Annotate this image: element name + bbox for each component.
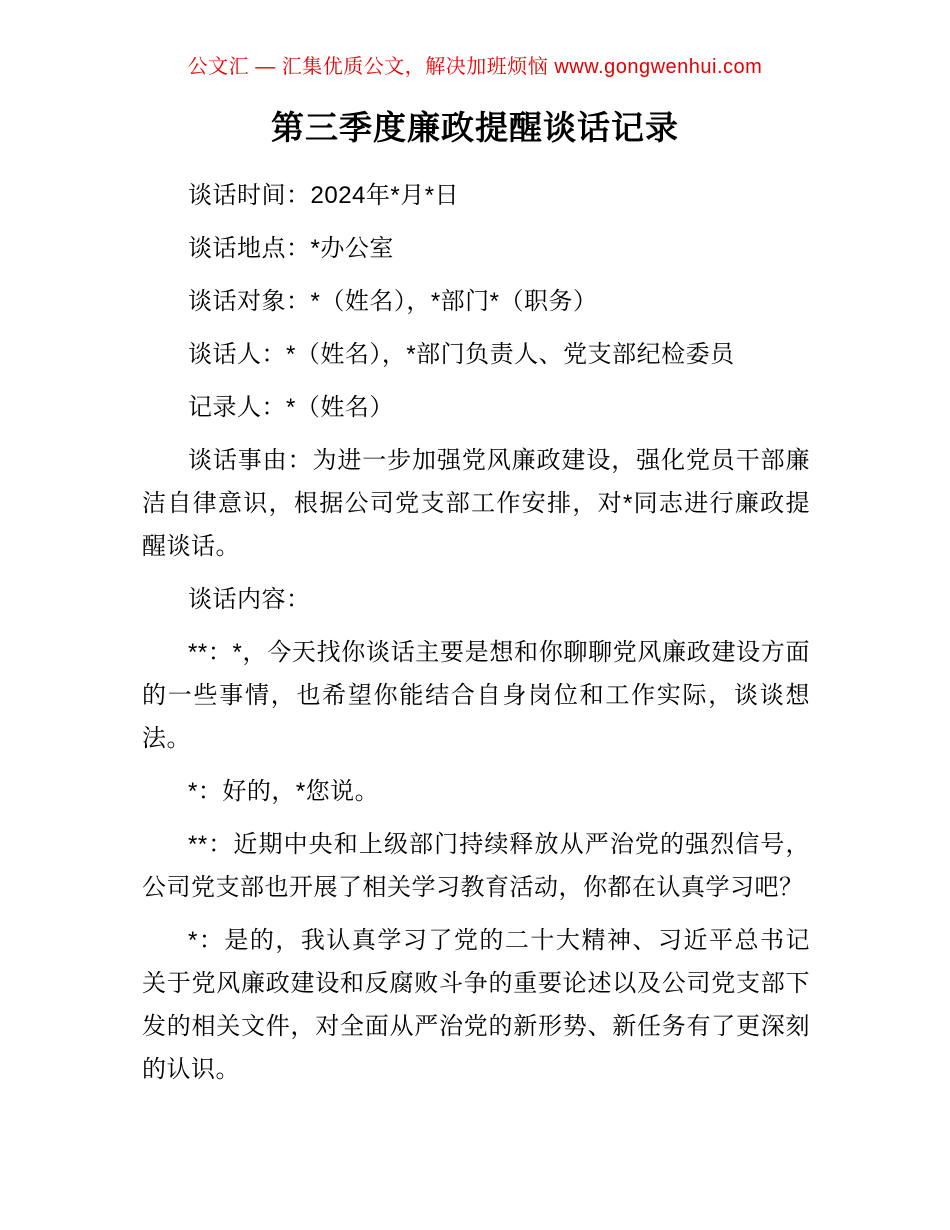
paragraph-dialog-2: *：好的，*您说。: [188, 778, 380, 805]
document-body: [142, 174, 810, 1091]
paragraph-talk-content-heading: 谈话内容：: [188, 586, 311, 613]
paragraph-recorder: 记录人：*（姓名）: [188, 394, 394, 421]
paragraph-talk-time: 谈话时间：2024年*月*日: [188, 182, 460, 209]
paragraph-dialog-4: *：是的，我认真学习了党的二十大精神、习近平总书记关于党风廉政建设和反腐败斗争的重要论述以及公司党支部下发的相关文件，对全面从严治党的新形势、新任务有了更深刻的认识。: [142, 927, 810, 1083]
paragraph-talk-place: 谈话地点：*办公室: [188, 235, 394, 262]
paragraph-dialog-3: **：近期中央和上级部门持续释放从严治党的强烈信号，公司党支部也开展了相关学习教育活动，你都在认真学习吧？: [142, 831, 810, 901]
document-title: 第三季度廉政提醒谈话记录: [271, 109, 679, 146]
paragraph-talk-reason: 谈话事由：为进一步加强党风廉政建设，强化党员干部廉洁自律意识，根据公司党支部工作安排，对*同志进行廉政提醒谈话。: [142, 447, 810, 560]
paragraph-talk-target: 谈话对象：*（姓名），*部门*（职务）: [188, 288, 598, 315]
site-watermark: 公文汇 — 汇集优质公文，解决加班烦恼 www.gongwenhui.com: [187, 56, 763, 78]
paragraph-talkers: 谈话人：*（姓名），*部门负责人、党支部纪检委员: [188, 341, 735, 368]
paragraph-dialog-1: **：*，今天找你谈话主要是想和你聊聊党风廉政建设方面的一些事情，也希望你能结合自身岗位和工作实际，谈谈想法。: [142, 639, 810, 752]
